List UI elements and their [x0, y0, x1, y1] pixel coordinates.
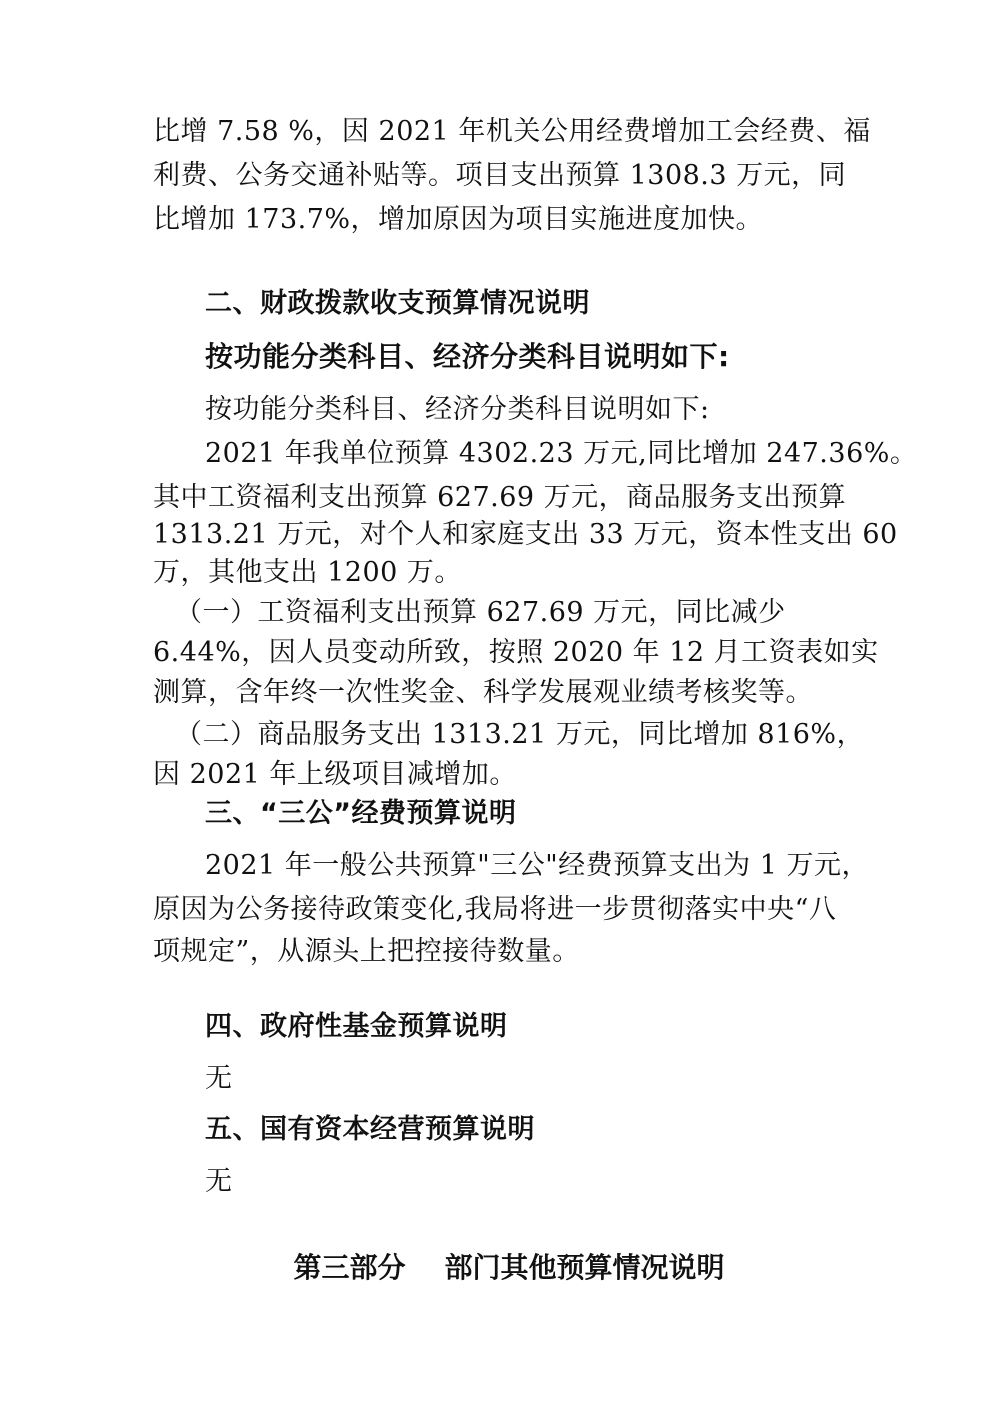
- body-text-line: 原因为公务接待政策变化,我局将进一步贯彻落实中央“八: [153, 894, 837, 925]
- body-text-line: 6.44%，因人员变动所致，按照 2020 年 12 月工资表如实: [153, 637, 879, 668]
- body-text-line: 项规定”，从源头上把控接待数量。: [153, 936, 580, 967]
- body-text-line: 1313.21 万元，对个人和家庭支出 33 万元，资本性支出 60: [153, 519, 898, 550]
- section-heading-5: 五、国有资本经营预算说明: [205, 1114, 535, 1145]
- part-title: 第三部分 部门其他预算情况说明: [293, 1251, 725, 1284]
- body-text-line: （二）商品服务支出 1313.21 万元，同比增加 816%，: [175, 719, 865, 750]
- body-text-line: 比增 7.58 %，因 2021 年机关公用经费增加工会经费、福: [153, 116, 871, 147]
- section-subheading-2: 按功能分类科目、经济分类科目说明如下:: [205, 340, 730, 373]
- body-text-line: 比增加 173.7%，增加原因为项目实施进度加快。: [153, 204, 764, 235]
- section-heading-3: 三、“三公”经费预算说明: [205, 798, 517, 829]
- body-text-line: 2021 年一般公共预算"三公"经费预算支出为 1 万元，: [205, 850, 869, 881]
- body-text-line: 无: [205, 1166, 233, 1197]
- body-text-line: 按功能分类科目、经济分类科目说明如下:: [205, 394, 710, 425]
- body-text-line: 2021 年我单位预算 4302.23 万元,同比增加 247.36%。: [205, 438, 918, 469]
- section-heading-2: 二、财政拨款收支预算情况说明: [205, 288, 590, 319]
- body-text-line: 万，其他支出 1200 万。: [153, 557, 462, 588]
- body-text-line: 无: [205, 1063, 233, 1094]
- body-text-line: 因 2021 年上级项目减增加。: [153, 759, 517, 790]
- body-text-line: 其中工资福利支出预算 627.69 万元，商品服务支出预算: [153, 482, 847, 513]
- body-text-line: （一）工资福利支出预算 627.69 万元，同比减少: [175, 597, 786, 628]
- body-text-line: 测算，含年终一次性奖金、科学发展观业绩考核奖等。: [153, 677, 813, 708]
- body-text-line: 利费、公务交通补贴等。项目支出预算 1308.3 万元，同: [153, 160, 847, 191]
- section-heading-4: 四、政府性基金预算说明: [205, 1011, 508, 1042]
